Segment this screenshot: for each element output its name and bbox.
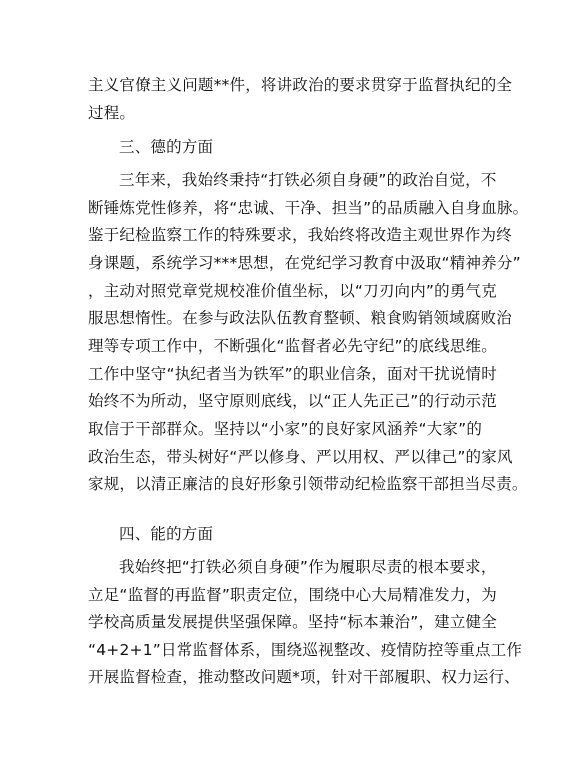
body-text-line: 服思想惰性。在参与政法队伍教育整顿、粮食购销领域腐败治 <box>88 309 512 327</box>
body-text-line: 三年来，我始终秉持“打铁必须自身硬”的政治自觉，不 <box>119 171 497 189</box>
body-text-line: 主义官僚主义问题**件，将讲政治的要求贯穿于监督执纪的全 <box>88 76 513 94</box>
body-text-line: 开展监督检查，推动整改问题*项，针对干部履职、权力运行、 <box>88 668 520 686</box>
body-text-line: “4+2+1”日常监督体系，围绕巡视整改、疫情防控等重点工作 <box>88 641 523 659</box>
body-text-line: 理等专项工作中，不断强化“监督者必先守纪”的底线思维。 <box>88 337 497 355</box>
section-heading-virtue: 三、德的方面 <box>119 138 214 156</box>
body-text-line: ，主动对照党章党规校准价值坐标，以“刀刃向内”的勇气克 <box>88 282 497 300</box>
body-text-line: 立足“监督的再监督”职责定位，围绕中心大局精准发力，为 <box>88 586 497 604</box>
section-heading-ability: 四、能的方面 <box>119 525 214 543</box>
body-text-line: 取信于干部群众。坚持以“小家”的良好家风涵养“大家”的 <box>88 420 483 438</box>
body-text-line: 学校高质量发展提供坚强保障。坚持“标本兼治”，建立健全 <box>88 613 497 631</box>
body-text-line: 始终不为所动，坚守原则底线，以“正人先正己”的行动示范 <box>88 392 497 410</box>
body-text-line: 政治生态，带头树好“严以修身、严以用权、严以律己”的家风 <box>88 448 513 466</box>
body-text-line: 鉴于纪检监察工作的特殊要求，我始终将改造主观世界作为终 <box>88 226 512 244</box>
body-text-line: 过程。 <box>88 104 136 122</box>
body-text-line: 家规，以清正廉洁的良好形象引领带动纪检监察干部担当尽责。 <box>88 475 528 493</box>
body-text-line: 工作中坚守“执纪者当为铁军”的职业信条，面对干扰说情时 <box>88 365 497 383</box>
body-text-line: 身课题，系统学习***思想，在党纪学习教育中汲取“精神养分” <box>88 254 521 272</box>
body-text-line: 断锤炼党性修养，将“忠诚、干净、担当”的品质融入自身血脉。 <box>88 199 529 217</box>
body-text-line: 我始终把“打铁必须自身硬”作为履职尽责的根本要求， <box>119 558 497 576</box>
